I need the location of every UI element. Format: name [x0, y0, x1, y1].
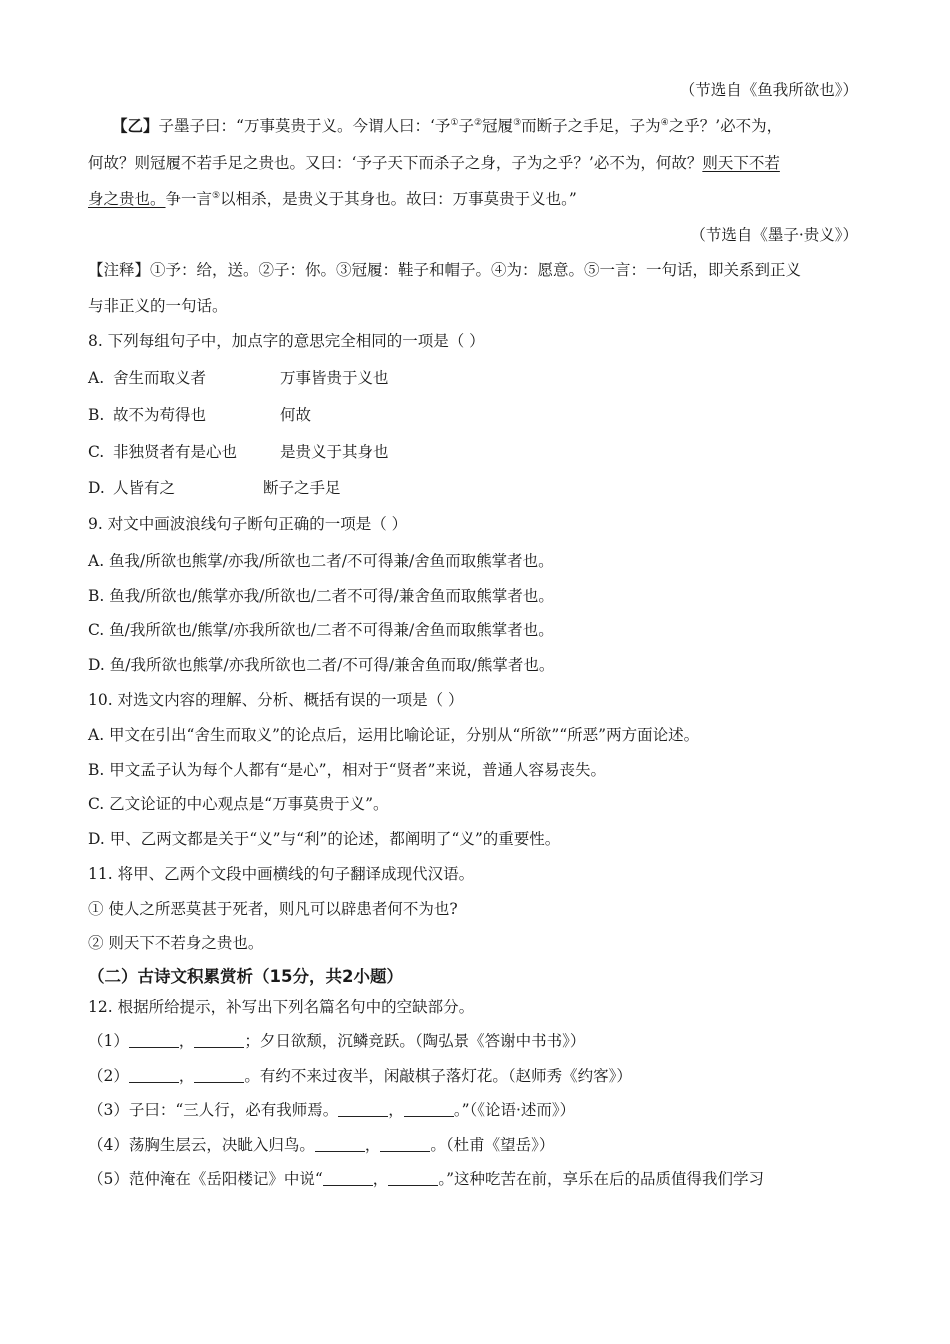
question-8-stem: 8. 下列每组句子中，加点字的意思完全相同的一项是（ ） [88, 332, 485, 350]
q8-option-c: C. 非独贤者有是心也 是贵义于其身也 [88, 443, 389, 461]
q8-option-a: A. 舍生而取义者 万事皆贵于义也 [88, 369, 389, 387]
question-12-stem: 12. 根据所给提示，补写出下列名篇名句中的空缺部分。 [88, 998, 475, 1016]
passage-b-tag: 【乙】 [112, 116, 159, 135]
notes-line-2: 与非正义的一句话。 [88, 297, 228, 315]
note-ref-5: ⑤ [212, 190, 221, 201]
source-citation-a: （节选自《鱼我所欲也》） [679, 81, 858, 99]
q12-line-5: （5）范仲淹在《岳阳楼记》中说“ ， 。”这种吃苦在前，享乐在后的品质值得我们学习 [88, 1170, 764, 1188]
fill-blank[interactable] [380, 1136, 430, 1152]
fill-blank[interactable] [129, 1067, 179, 1083]
fill-blank[interactable] [323, 1170, 373, 1186]
section-2-heading: （二）古诗文积累赏析（15分，共2小题） [88, 967, 403, 986]
note-ref-4: ④ [660, 117, 669, 128]
question-10-stem: 10. 对选文内容的理解、分析、概括有误的一项是（ ） [88, 691, 464, 709]
fill-blank[interactable] [338, 1101, 388, 1117]
fill-blank[interactable] [194, 1067, 244, 1083]
question-9-stem: 9. 对文中画波浪线句子断句正确的一项是（ ） [88, 515, 408, 533]
notes-line-1: 【注释】①予：给，送。②子：你。③冠履：鞋子和帽子。④为：愿意。⑤一言：一句话，即关系到正义 [88, 261, 802, 279]
q8-option-b: B. 故不为苟得也 何故 [88, 406, 312, 424]
note-ref-1: ① [450, 117, 459, 128]
q9-option-d: D. 鱼/我所欲也熊掌/亦我所欲也二者/不可得/兼舍鱼而取/熊掌者也。 [88, 656, 555, 674]
q12-line-1: （1） ， ；夕日欲颓，沉鳞竞跃。（陶弘景《答谢中书书》） [88, 1032, 586, 1050]
q10-option-c: C. 乙文论证的中心观点是“万事莫贵于义”。 [88, 795, 389, 813]
passage-b-line-1: 【乙】子墨子曰：“万事莫贵于义。今谓人曰：‘予①子②冠履③而断子之手足，子为④之乎？’必不为， [112, 116, 783, 135]
passage-b-line-3: 身之贵也。争一言⑤以相杀，是贵义于其身也。故曰：万事莫贵于义也。” [88, 190, 577, 208]
note-ref-2: ② [473, 117, 483, 128]
underlined-sentence-part-1: 则天下不若 [702, 154, 780, 172]
q8-option-d: D. 人皆有之 断子之手足 [88, 479, 341, 497]
question-11-stem: 11. 将甲、乙两个文段中画横线的句子翻译成现代汉语。 [88, 865, 475, 883]
q10-option-a: A. 甲文在引出“舍生而取义”的论点后，运用比喻论证，分别从“所欲”“所恶”两方面论述。 [88, 726, 700, 744]
passage-b-line-2: 何故？则冠履不若手足之贵也。又曰：‘予子天下而杀子之身，子为之乎？’必不为，何故？则天下不若 [88, 154, 780, 172]
fill-blank[interactable] [194, 1032, 244, 1048]
q9-option-a: A. 鱼我/所欲也熊掌/亦我/所欲也二者/不可得兼/舍鱼而取熊掌者也。 [88, 552, 554, 570]
underlined-sentence-part-2: 身之贵也。 [88, 190, 166, 208]
fill-blank[interactable] [404, 1101, 454, 1117]
note-ref-3: ③ [513, 117, 522, 128]
fill-blank[interactable] [129, 1032, 179, 1048]
fill-blank[interactable] [388, 1170, 438, 1186]
source-citation-b: （节选自《墨子·贵义》） [690, 226, 858, 244]
q10-option-d: D. 甲、乙两文都是关于“义”与“利”的论述，都阐明了“义”的重要性。 [88, 830, 561, 848]
q12-line-2: （2） ， 。有约不来过夜半，闲敲棋子落灯花。（赵师秀《约客》） [88, 1067, 632, 1085]
q9-option-c: C. 鱼/我所欲也/熊掌/亦我所欲也/二者不可得兼/舍鱼而取熊掌者也。 [88, 621, 554, 639]
q12-line-4: （4）荡胸生层云，决眦入归鸟。 ， 。（杜甫《望岳》） [88, 1136, 555, 1154]
q12-line-3: （3）子曰：“三人行，必有我师焉。 ， 。”（《论语·述而》） [88, 1101, 576, 1119]
q11-item-1: ① 使人之所恶莫甚于死者，则凡可以辟患者何不为也? [88, 900, 458, 918]
q11-item-2: ② 则天下不若身之贵也。 [88, 934, 264, 952]
q10-option-b: B. 甲文孟子认为每个人都有“是心”，相对于“贤者”来说，普通人容易丧失。 [88, 761, 606, 779]
fill-blank[interactable] [315, 1136, 365, 1152]
q9-option-b: B. 鱼我/所欲也/熊掌亦我/所欲也/二者不可得/兼舍鱼而取熊掌者也。 [88, 587, 554, 605]
